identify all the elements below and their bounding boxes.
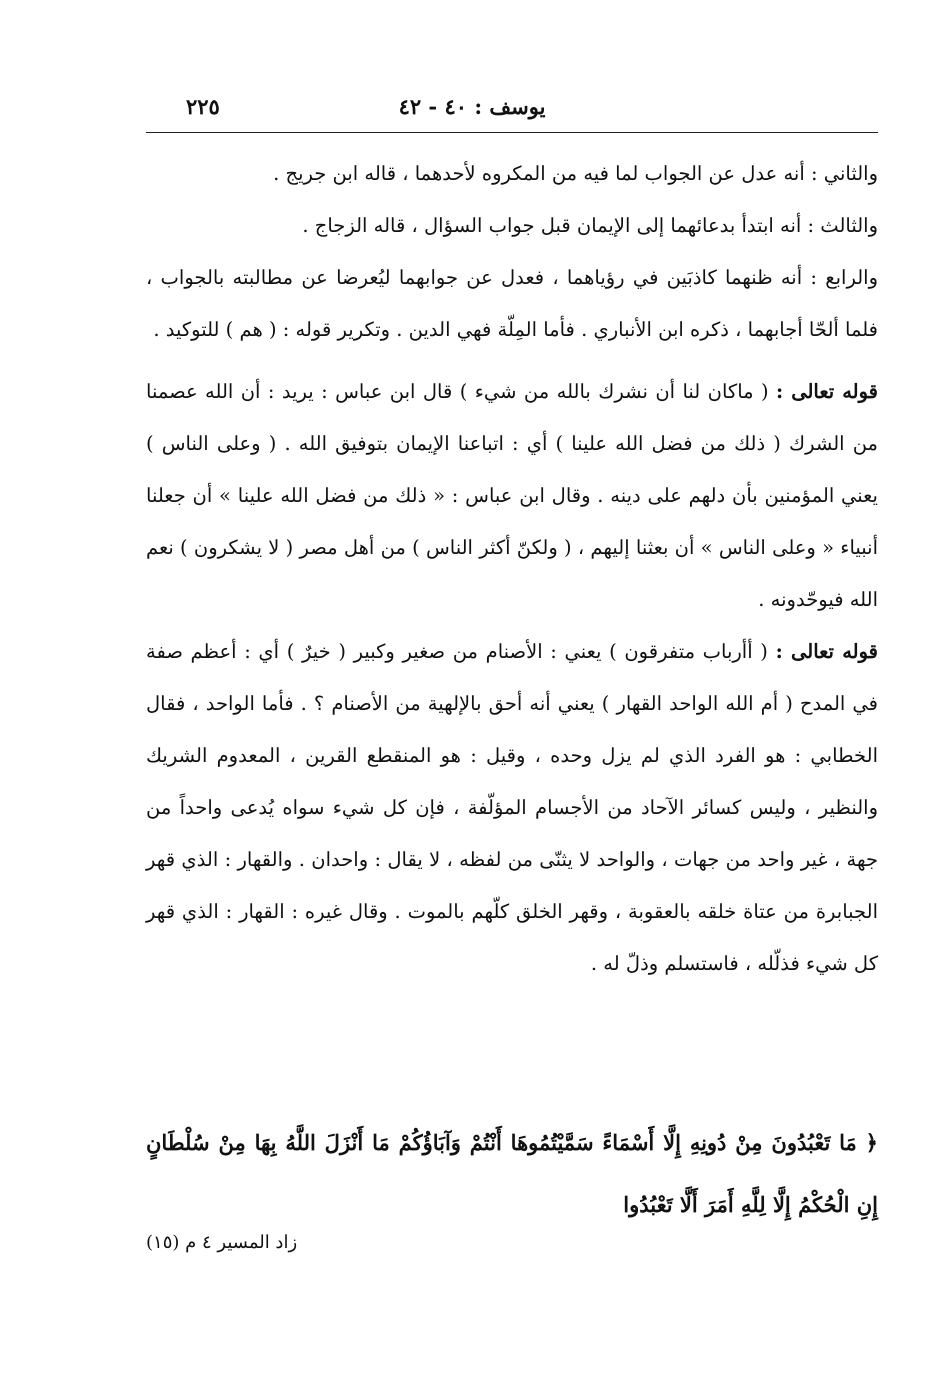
page-header — [146, 92, 798, 128]
paragraph — [146, 148, 878, 200]
paragraph-text: والثاني : أنه عدل عن الجواب لما فيه من المكروه لأحدهما ، قاله ابن جريج . — [273, 162, 878, 185]
signature-mark: زاد المسير ٤ م (١٥) — [146, 1232, 298, 1253]
paragraph-text: ( أأرباب متفرقون ) يعني : الأصنام من صغير وكبير ( خيرٌ ) أي : أعظم صفة في المدح ( أم الله الواحد القهار ) يعني أنه أحق بالإلهية من الأصنام ؟ . فأما الواحد ، فقال الخطابي : هو الفرد الذي لم يزل وحده ، وقيل : هو المنقطع القرين ، المعدوم الشريك والنظير ، وليس كسائر الآحاد من الأجسام المؤلّفة ، فإن كل شيء سواه يُدعى واحداً من جهة ، غير واحد من جهات ، والواحد لا يثنّى من لفظه ، لا يقال : واحدان . والقهار : الذي قهر الجبابرة من عتاة خلقه بالعقوبة ، وقهر الخلق كلّهم بالموت . وقال غيره : القهار : الذي قهر كل شيء فذلّله ، فاستسلم وذلّ له . — [146, 640, 878, 975]
paragraph-lead: قوله تعالى : — [775, 640, 878, 663]
header-rule — [146, 132, 878, 133]
paragraph — [146, 200, 878, 252]
paragraph-text: والثالث : أنه ابتدأ بدعائهما إلى الإيمان قبل جواب السؤال ، قاله الزجاج . — [302, 214, 878, 237]
main-text — [146, 148, 878, 990]
running-title: يوسف : ٤٠ - ٤٢ — [398, 94, 546, 119]
quran-verse: ﴿ مَا تَعْبُدُونَ مِنْ دُونِهِ إِلَّا أَسْمَاءً سَمَّيْتُمُوهَا أَنْتُمْ وَآبَاؤُكُمْ مَا أَنْزَلَ اللَّهُ بِهَا مِنْ سُلْطَانٍ إِنِ الْحُكْمُ إِلَّا لِلَّهِ أَمَرَ أَلَّا تَعْبُدُوا — [146, 1130, 878, 1217]
paragraph-text: والرابع : أنه ظنهما كاذبَين في رؤياهما ، فعدل عن جوابهما ليُعرضا عن مطالبته بالجواب ، فلما ألحّا أجابهما ، ذكره ابن الأنباري . فأما المِلّة فهي الدين . وتكرير قوله : ( هم ) للتوكيد . — [146, 266, 878, 341]
paragraph — [146, 366, 878, 626]
paragraph-text: ( ماكان لنا أن نشرك بالله من شيء ) قال ابن عباس : يريد : أن الله عصمنا من الشرك ( ذلك من فضل الله علينا ) أي : اتباعنا الإيمان بتوفيق الله . ( وعلى الناس ) يعني المؤمنين بأن دلهم على دينه . وقال ابن عباس : « ذلك من فضل الله علينا » أن جعلنا أنبياء « وعلى الناس » أن بعثنا إليهم ، ( ولكنّ أكثر الناس ) من أهل مصر ( لا يشكرون ) نعم الله فيوحّدونه . — [146, 380, 878, 611]
paragraph — [146, 252, 878, 356]
page-number: ٢٢٥ — [186, 94, 220, 119]
paragraph — [146, 626, 878, 990]
paragraph-lead: قوله تعالى : — [776, 380, 878, 403]
